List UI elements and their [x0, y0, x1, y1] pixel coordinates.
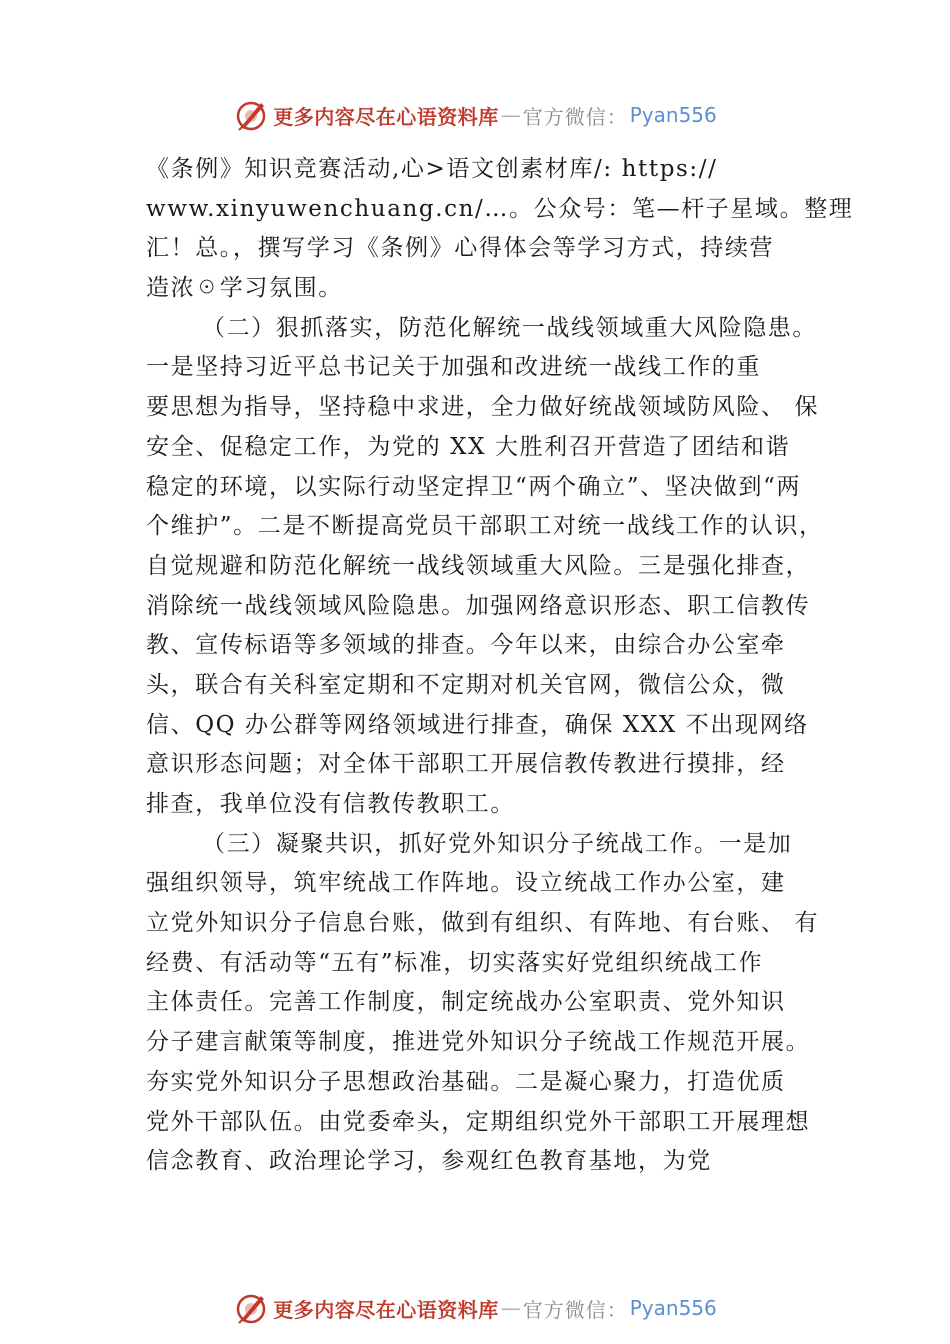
body-line: 排查，我单位没有信教传教职工。: [146, 791, 515, 817]
body-line: 要思想为指导，坚持稳中求进，全力做好统战领域防风险、 保: [146, 394, 820, 421]
body-line: 信念教育、政治理论学习，参观红色教育基地，为党: [146, 1148, 712, 1175]
body-line: 头，联合有关科室定期和不定期对机关官网，微信公众，微: [146, 671, 786, 698]
banner-dash: —: [500, 103, 521, 127]
wechat-id: Pyan556: [629, 1296, 717, 1320]
body-line: 稳定的环境，以实际行动坚定捍卫“两个确立”、坚决做到“两: [146, 473, 802, 500]
brand-text: 更多内容尽在心语资料库: [273, 1297, 499, 1322]
body-line: 经费、有活动等“五有”标准，切实落实好党组织统战工作: [146, 949, 764, 976]
document-body: [146, 150, 854, 1182]
body-line: 《条例》知识竞赛活动,心>语文创素材库/: https://: [146, 156, 718, 182]
body-line: 强组织领导，筑牢统战工作阵地。设立统战工作办公室，建: [146, 870, 786, 897]
body-line: 分子建言献策等制度，推进党外知识分子统战工作规范开展。: [146, 1029, 811, 1056]
body-line: 主体责任。完善工作制度，制定统战办公室职责、党外知识: [146, 989, 786, 1016]
brand-text: 更多内容尽在心语资料库: [273, 104, 499, 129]
body-line: 造浓☉学习氛围。: [146, 275, 343, 302]
body-line: 立党外知识分子信息台账，做到有组织、有阵地、有台账、 有: [146, 910, 820, 937]
body-line: 个维护”。二是不断提高党员干部职工对统一战线工作的认识，: [146, 513, 824, 540]
body-line: 一是坚持习近平总书记关于加强和改进统一战线工作的重: [146, 354, 761, 381]
footer-banner: [0, 1288, 950, 1328]
body-line: 消除统一战线领域风险隐患。加强网络意识形态、职工信教传: [146, 592, 811, 619]
section-heading-2: （二）狠抓落实，防范化解统一战线领域重大风险隐患。: [202, 314, 817, 341]
official-wechat-label: 官方微信：: [522, 104, 628, 129]
header-banner: [0, 95, 950, 135]
body-line: 教、宣传标语等多领域的排查。今年以来，由综合办公室牵: [146, 632, 786, 659]
body-line: 自觉规避和防范化解统一战线领域重大风险。三是强化排查，: [146, 552, 811, 579]
body-line: 党外干部队伍。由党委牵头，定期组织党外干部职工开展理想: [146, 1108, 811, 1135]
banner-dash: —: [500, 1296, 521, 1320]
body-line: 夯实党外知识分子思想政治基础。二是凝心聚力，打造优质: [146, 1068, 786, 1095]
quill-seal-logo-icon: [233, 97, 269, 133]
quill-seal-logo-icon: [233, 1290, 269, 1326]
body-line: www.xinyuwenchuang.cn/…。公众号：笔—杆子星域。整理: [146, 195, 854, 222]
body-line: 意识形态问题；对全体干部职工开展信教传教进行摸排，经: [146, 751, 786, 778]
official-wechat-label: 官方微信：: [522, 1297, 628, 1322]
body-line: 安全、促稳定工作，为党的 XX 大胜利召开营造了团结和谐: [146, 433, 791, 460]
section-heading-3: （三）凝聚共识，抓好党外知识分子统战工作。一是加: [202, 830, 793, 857]
body-line: 汇！总。，撰写学习《条例》心得体会等学习方式，持续营: [146, 235, 775, 262]
body-line: 信、QQ 办公群等网络领域进行排查，确保 XXX 不出现网络: [146, 711, 809, 738]
wechat-id: Pyan556: [629, 103, 717, 127]
